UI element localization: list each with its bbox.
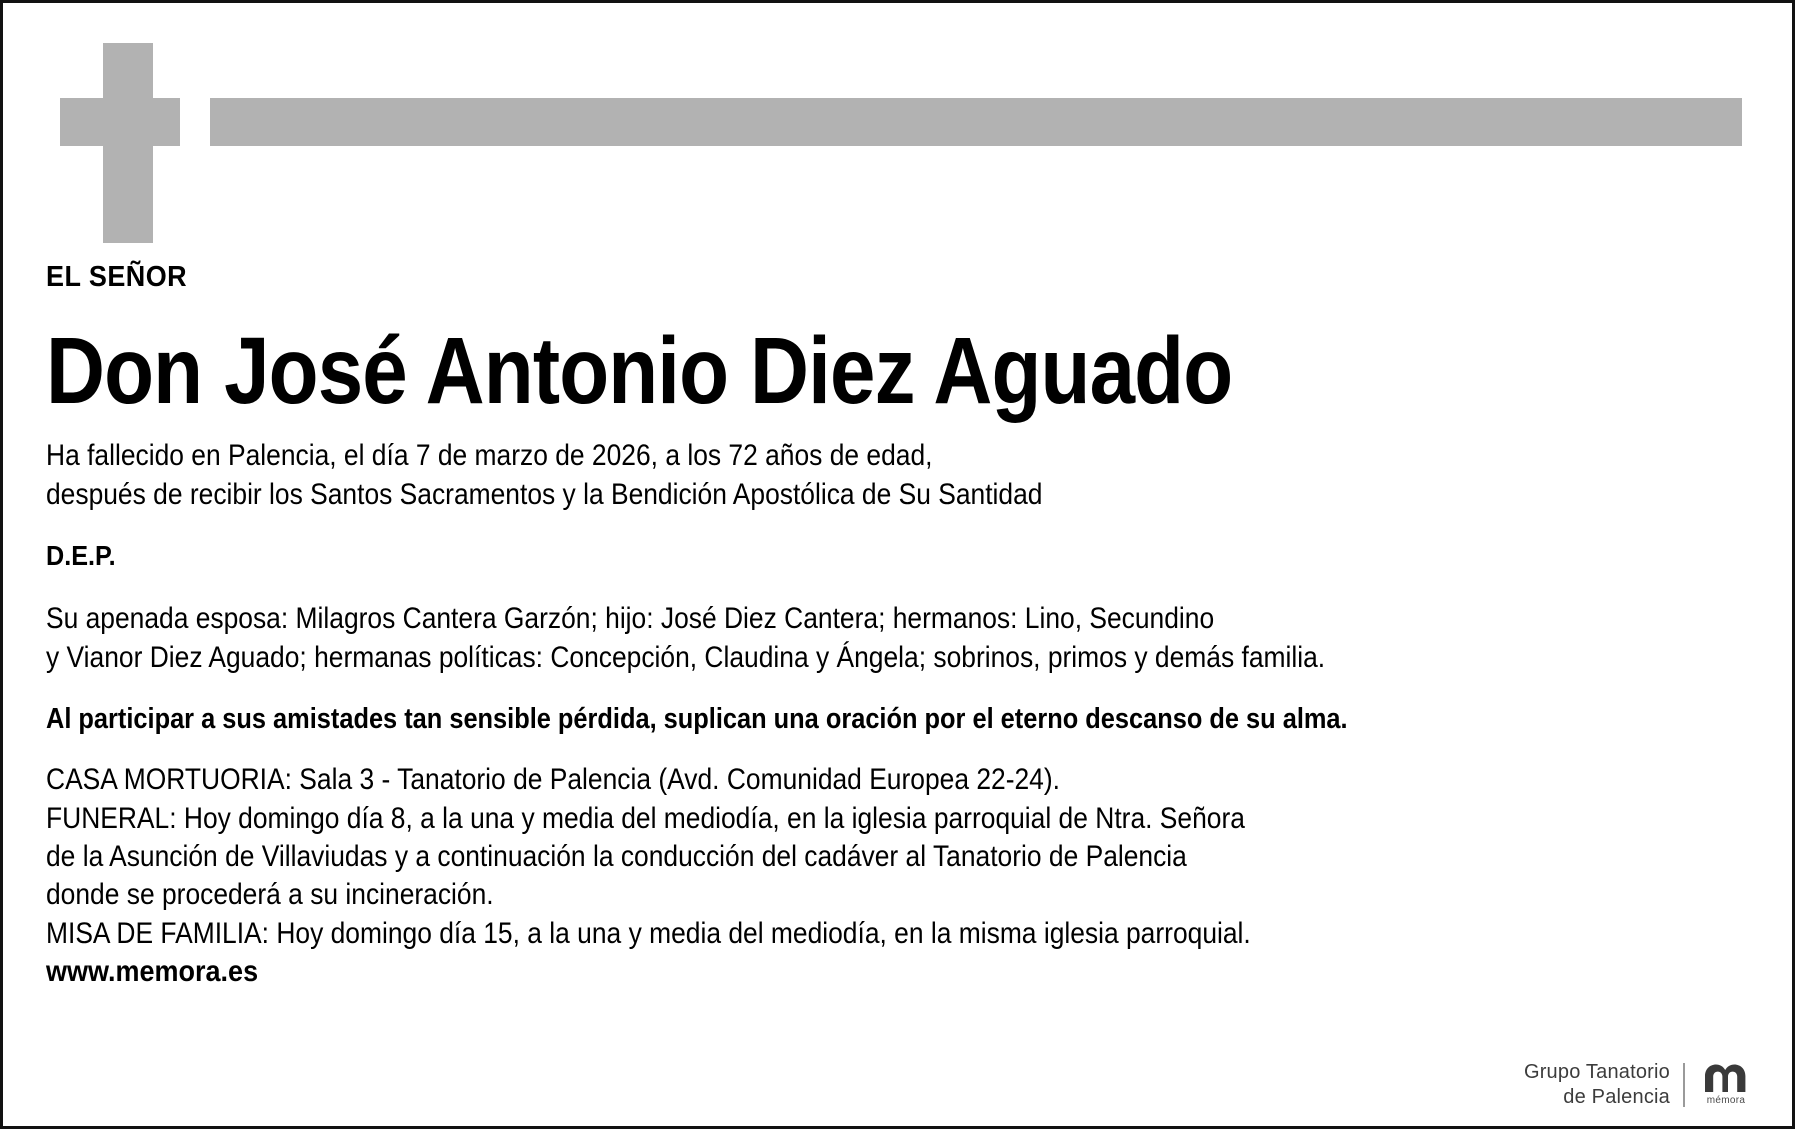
prayer-request: Al participar a sus amistades tan sensible pérdida, suplican una oración por el eterno descanso de su alma. [46, 702, 1348, 735]
logo-divider [1683, 1063, 1685, 1107]
family-line-1: Su apenada esposa: Milagros Cantera Garzón; hijo: José Diez Cantera; hermanos: Lino, Secundino [46, 602, 1215, 636]
top-ornament [3, 3, 1792, 253]
cross-icon [60, 43, 180, 243]
cross-horizontal-bar [60, 98, 180, 146]
death-notice [46, 437, 1742, 514]
death-notice-line-1: Ha fallecido en Palencia, el día 7 de marzo de 2026, a los 72 años de edad, [46, 439, 933, 473]
honorific-label: EL SEÑOR [46, 261, 188, 293]
notice-content [46, 261, 1752, 989]
service-line-mortuary: CASA MORTUORIA: Sala 3 - Tanatorio de Palencia (Avd. Comunidad Europea 22-24). [46, 763, 1060, 797]
rest-in-peace-label: D.E.P. [46, 540, 116, 572]
provider-logo [1524, 1060, 1754, 1109]
service-details [46, 761, 1742, 953]
header-rule [210, 98, 1742, 146]
service-line-cremation: donde se procederá a su incineración. [46, 878, 494, 912]
service-line-family-mass: MISA DE FAMILIA: Hoy domingo día 15, a la una y media del mediodía, en la misma iglesia parroquial. [46, 916, 1251, 950]
surviving-family [46, 600, 1742, 677]
provider-name-line-2: de Palencia [1563, 1085, 1670, 1108]
website-link[interactable]: www.memora.es [46, 955, 259, 989]
service-line-funeral: FUNERAL: Hoy domingo día 8, a la una y media del mediodía, en la iglesia parroquial de Ntra. Señora [46, 801, 1245, 835]
service-line-funeral-cont: de la Asunción de Villaviudas y a continuación la conducción del cadáver al Tanatorio de Palencia [46, 839, 1187, 873]
family-line-2: y Vianor Diez Aguado; hermanas políticas: Concepción, Claudina y Ángela; sobrinos, primos y demás familia. [46, 640, 1326, 674]
death-notice-line-2: después de recibir los Santos Sacramentos y la Bendición Apostólica de Su Santidad [46, 477, 1043, 511]
memora-wordmark: mémora [1706, 1095, 1746, 1107]
deceased-name: Don José Antonio Diez Aguado [46, 318, 1233, 424]
provider-name [1524, 1060, 1670, 1109]
provider-name-line-1: Grupo Tanatorio [1523, 1061, 1670, 1084]
memora-logo-icon [1698, 1063, 1754, 1106]
